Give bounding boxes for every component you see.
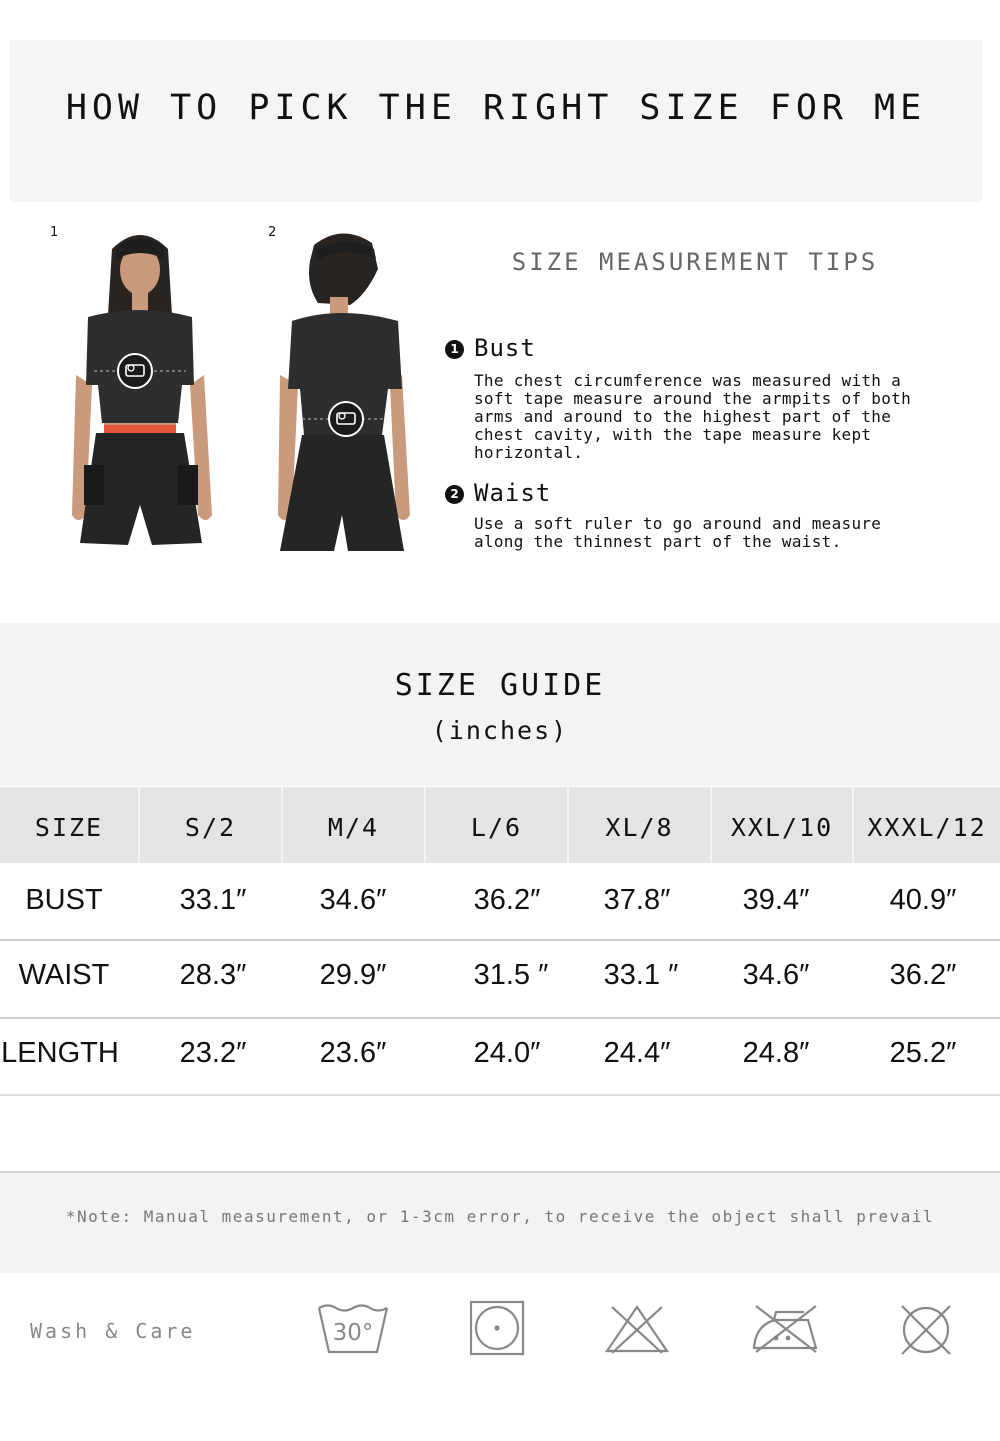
row-divider	[0, 1017, 1000, 1019]
tip-line: horizontal.	[474, 443, 584, 462]
no-bleach-icon	[604, 1303, 670, 1355]
page-title: HOW TO PICK THE RIGHT SIZE FOR ME	[65, 88, 927, 128]
no-dry-clean-icon	[898, 1302, 954, 1358]
front-view-figure	[60, 225, 230, 555]
size-guide-unit: (inches)	[431, 716, 569, 745]
table-cell: 36.2″	[889, 959, 957, 991]
table-cell: 34.6″	[742, 959, 810, 991]
column-header-s: S/2	[140, 787, 283, 863]
column-header-size: SIZE	[0, 787, 140, 863]
tip-heading-bust: Bust	[474, 334, 536, 362]
tip-line: chest cavity, with the tape measure kept	[474, 425, 872, 444]
table-cell: 33.1 ″	[603, 959, 679, 991]
table-cell: 37.8″	[603, 884, 671, 916]
back-view-figure	[270, 225, 420, 555]
wash-care-label: Wash & Care	[30, 1319, 196, 1343]
tip-line: soft tape measure around the armpits of both	[474, 389, 912, 408]
tips-title: SIZE MEASUREMENT TIPS	[511, 248, 879, 276]
size-guide-title: SIZE GUIDE	[394, 668, 606, 703]
wash-temperature: 30°	[332, 1320, 374, 1346]
row-label-length: LENGTH	[1, 1037, 119, 1069]
size-guide-band	[0, 623, 1000, 786]
column-header-xxl: XXL/10	[712, 787, 854, 863]
table-cell: 34.6″	[319, 884, 387, 916]
no-iron-icon	[750, 1302, 820, 1354]
table-cell: 33.1″	[179, 884, 247, 916]
tip-line: Use a soft ruler to go around and measure	[474, 514, 882, 533]
table-cell: 31.5 ″	[473, 959, 549, 991]
measurement-note: *Note: Manual measurement, or 1-3cm error, to receive the object shall prevail	[65, 1207, 935, 1226]
column-header-xxxl: XXXL/12	[854, 787, 1000, 863]
table-cell: 39.4″	[742, 884, 810, 916]
tip-body-waist	[474, 515, 881, 551]
tip-line: arms and around to the highest part of the	[474, 407, 892, 426]
table-cell: 24.0″	[473, 1037, 541, 1069]
table-cell: 25.2″	[889, 1037, 957, 1069]
table-cell: 29.9″	[319, 959, 387, 991]
wash-30-icon	[316, 1300, 390, 1356]
column-header-l: L/6	[426, 787, 569, 863]
tip-line: The chest circumference was measured with a	[474, 371, 902, 390]
bullet-2: 2	[445, 485, 464, 504]
tip-line: along the thinnest part of the waist.	[474, 532, 842, 551]
row-label-waist: WAIST	[18, 959, 110, 991]
tip-heading-waist: Waist	[474, 479, 552, 507]
column-header-xl: XL/8	[569, 787, 712, 863]
row-divider	[0, 939, 1000, 941]
table-cell: 24.4″	[603, 1037, 671, 1069]
tip-body-bust	[474, 372, 911, 462]
figure-number-1: 1	[50, 225, 59, 240]
row-label-bust: BUST	[25, 884, 103, 916]
row-divider	[0, 1094, 1000, 1096]
column-header-m: M/4	[283, 787, 426, 863]
table-cell: 36.2″	[473, 884, 541, 916]
table-cell: 23.2″	[179, 1037, 247, 1069]
tumble-dry-icon	[469, 1300, 525, 1356]
table-cell: 23.6″	[319, 1037, 387, 1069]
table-cell: 40.9″	[889, 884, 957, 916]
figure-number-2: 2	[268, 225, 277, 240]
table-cell: 28.3″	[179, 959, 247, 991]
bullet-1: 1	[445, 340, 464, 359]
table-cell: 24.8″	[742, 1037, 810, 1069]
